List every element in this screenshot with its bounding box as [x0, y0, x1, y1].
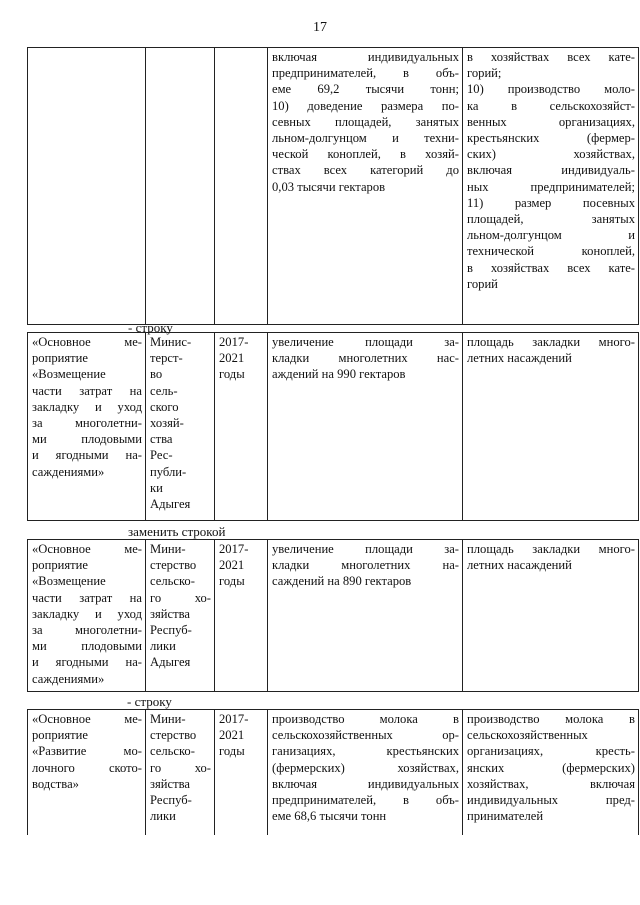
cell-text-line: и ягодными на-	[32, 448, 142, 463]
cell-text-line: части затрат на	[32, 383, 142, 398]
cell-text-line: 0,03 тысячи гектаров	[272, 179, 386, 194]
separator-text: - строку	[128, 320, 173, 335]
cell-text-line: принимателей	[467, 809, 544, 824]
cell-text-line: в хозяйствах всех кате-	[467, 50, 635, 64]
cell-text-line: Респуб-	[150, 793, 192, 808]
indicator-cell	[463, 540, 639, 692]
continued-table	[27, 47, 639, 325]
cell-text-line: за многолетни-	[32, 623, 142, 638]
term-cell	[215, 48, 268, 325]
cell-text-line: ми плодовыми	[32, 639, 142, 654]
cell-text-line: «Основное ме-	[32, 542, 142, 556]
separator-text: заменить строкой	[128, 524, 226, 539]
cell-text-line: роприятие	[32, 351, 88, 366]
cell-text-line: го хо-	[150, 760, 211, 775]
cell-text-line: 11) размер посевных	[467, 195, 635, 210]
cell-text-line: янских (фермерских)	[467, 760, 635, 775]
cell-text-line: го хо-	[150, 590, 211, 605]
cell-text-line: еме 68,6 тысячи тонн	[272, 809, 387, 824]
executor-cell	[146, 333, 215, 521]
cell-text-line: летних насаждений	[467, 351, 572, 366]
cell-text-line: горий	[467, 276, 498, 291]
cell-text-line: за многолетни-	[32, 416, 142, 431]
cell-text-line: ми плодовыми	[32, 432, 142, 447]
cell-text-line: включая индивидуальных	[272, 776, 459, 791]
cell-text-line: «Возмещение	[32, 574, 106, 589]
cell-text-line: Адыгея	[150, 497, 191, 512]
cell-text-line: льном-долгунцом и	[467, 228, 635, 243]
cell-text-line: водства»	[32, 776, 79, 791]
cell-text-line: и ягодными на-	[32, 655, 142, 670]
cell-text-line: зяйства	[150, 776, 190, 791]
executor-cell	[146, 710, 215, 835]
indicator-cell	[463, 48, 639, 325]
cell-text-line: Мини-	[150, 542, 186, 556]
cell-text-line: ка в сельскохозяйст-	[467, 98, 635, 113]
cell-text-line: Мини-	[150, 712, 186, 726]
cell-text-line: ных предпринимателей;	[467, 179, 635, 194]
cell-text-line: хозяйствах, включая	[467, 776, 635, 791]
cell-text-line: производство молока в	[467, 712, 635, 726]
cell-text-line: кладки многолетних на-	[272, 558, 459, 573]
cell-text-line: стерство	[150, 728, 197, 743]
term-cell	[215, 710, 268, 835]
cell-text-line: еме 69,2 тысячи тонн;	[272, 82, 459, 97]
cell-text-line: саждений на 890 гектаров	[272, 574, 412, 589]
cell-text-line: площадь закладки много-	[467, 542, 635, 556]
cell-text-line: годы	[219, 367, 245, 382]
cell-text-line: саждениями»	[32, 464, 105, 479]
cell-text-line: площадь закладки много-	[467, 335, 635, 349]
page-number: 17	[313, 20, 327, 35]
cell-text-line: увеличение площади за-	[272, 542, 459, 556]
cell-text-line: лики	[150, 639, 176, 654]
cell-text-line: ствах всех категорий до	[272, 163, 459, 178]
cell-text-line: кладки многолетних нас-	[272, 351, 459, 366]
cell-text-line: терст-	[150, 351, 183, 366]
separator-text: - строку	[127, 694, 172, 709]
executor-cell	[146, 540, 215, 692]
activity-cell	[28, 333, 146, 521]
cell-text-line: части затрат на	[32, 590, 142, 605]
table-row	[28, 48, 639, 325]
cell-text-line: индивидуальных пред-	[467, 793, 635, 808]
cell-text-line: «Основное ме-	[32, 335, 142, 349]
cell-text-line: закладку и уход	[32, 606, 142, 621]
cell-text-line: сель-	[150, 383, 178, 398]
table-row	[28, 710, 639, 835]
cell-text-line: 10) производство моло-	[467, 82, 635, 97]
cell-text-line: горий;	[467, 66, 502, 81]
result-cell	[268, 710, 463, 835]
cell-text-line: закладку и уход	[32, 399, 142, 414]
cell-text-line: включая индивидуальных	[272, 50, 459, 64]
new-row-table	[27, 539, 639, 692]
cell-text-line: предпринимателей, в объ-	[272, 793, 459, 808]
cell-text-line: Минис-	[150, 335, 192, 349]
cell-text-line: лочного ското-	[32, 760, 142, 775]
cell-text-line: технической коноплей,	[467, 244, 635, 259]
cell-text-line: сельскохозяйственных	[467, 728, 588, 743]
cell-text-line: увеличение площади за-	[272, 335, 459, 349]
cell-text-line: во	[150, 367, 163, 382]
table-row	[28, 333, 639, 521]
cell-text-line: 2017-	[219, 542, 249, 556]
cell-text-line: сельско-	[150, 574, 195, 589]
cell-text-line: «Развитие мо-	[32, 744, 142, 759]
cell-text-line: организациях, кресть-	[467, 744, 635, 759]
cell-text-line: лики	[150, 809, 176, 824]
cell-text-line: «Основное ме-	[32, 712, 142, 726]
cell-text-line: стерство	[150, 558, 197, 573]
cell-text-line: публи-	[150, 464, 187, 479]
cell-text-line: льном-долгунцом и техни-	[272, 131, 459, 146]
cell-text-line: ских) хозяйствах,	[467, 147, 635, 162]
cell-text-line: венных организациях,	[467, 114, 635, 129]
cell-text-line: площадей, занятых	[467, 212, 635, 227]
cell-text-line: 10) доведение размера по-	[272, 98, 459, 113]
activity-cell	[28, 710, 146, 835]
cell-text-line: (фермерских) хозяйствах,	[272, 760, 459, 775]
cell-text-line: предпринимателей, в объ-	[272, 66, 459, 81]
cell-text-line: 2021	[219, 728, 245, 743]
indicator-cell	[463, 333, 639, 521]
cell-text-line: роприятие	[32, 728, 88, 743]
cell-text-line: ческой коноплей, в хозяй-	[272, 147, 459, 162]
cell-text-line: ства	[150, 432, 173, 447]
cell-text-line: годы	[219, 574, 245, 589]
cell-text-line: годы	[219, 744, 245, 759]
result-cell	[268, 540, 463, 692]
term-cell	[215, 540, 268, 692]
cell-text-line: сельскохозяйственных ор-	[272, 728, 459, 743]
cell-text-line: летних насаждений	[467, 558, 572, 573]
cell-text-line: саждениями»	[32, 671, 105, 686]
cell-text-line: Рес-	[150, 448, 173, 463]
cell-text-line: 2017-	[219, 335, 249, 349]
cell-text-line: сельско-	[150, 744, 195, 759]
term-cell	[215, 333, 268, 521]
cell-text-line: севных площадей, занятых	[272, 114, 459, 129]
cell-text-line: ского	[150, 399, 179, 414]
executor-cell	[146, 48, 215, 325]
old-row-table	[27, 332, 639, 521]
cell-text-line: включая индивидуаль-	[467, 163, 635, 178]
cell-text-line: 2021	[219, 351, 245, 366]
goal-cell	[268, 48, 463, 325]
cell-text-line: в хозяйствах всех кате-	[467, 260, 635, 275]
cell-text-line: Адыгея	[150, 655, 191, 670]
cell-text-line: роприятие	[32, 558, 88, 573]
cell-text-line: крестьянских (фермер-	[467, 131, 635, 146]
result-cell	[268, 333, 463, 521]
cell-text-line: аждений на 990 гектаров	[272, 367, 406, 382]
cell-text-line: зяйства	[150, 606, 190, 621]
milk-row-table	[27, 709, 639, 835]
activity-cell	[28, 540, 146, 692]
cell-text-line: производство молока в	[272, 712, 459, 726]
cell-text-line: ки	[150, 480, 163, 495]
activity-cell	[28, 48, 146, 325]
cell-text-line: 2021	[219, 558, 245, 573]
indicator-cell	[463, 710, 639, 835]
table-row	[28, 540, 639, 692]
cell-text-line: хозяй-	[150, 416, 184, 431]
cell-text-line: «Возмещение	[32, 367, 106, 382]
cell-text-line: ганизациях, крестьянских	[272, 744, 459, 759]
cell-text-line: 2017-	[219, 712, 249, 726]
cell-text-line: Респуб-	[150, 623, 192, 638]
